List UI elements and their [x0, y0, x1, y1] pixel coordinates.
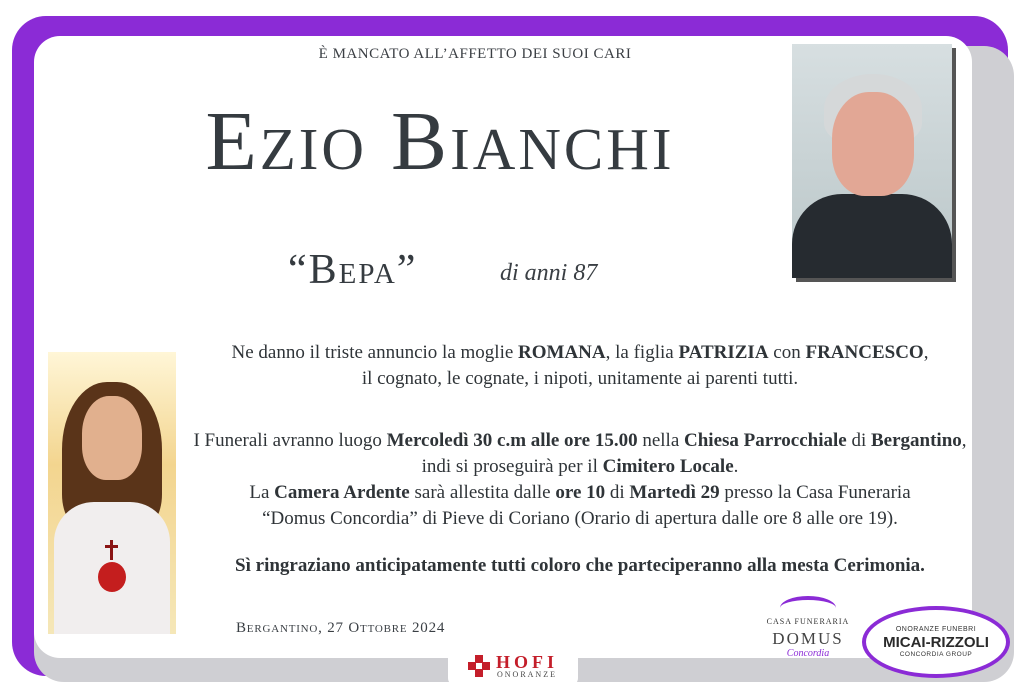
photo-face: [832, 92, 914, 196]
age-text: di anni 87: [500, 260, 598, 286]
wife-name: ROMANA: [518, 342, 606, 363]
relatives-line: il cognato, le cognate, i nipoti, unitamente ai parenti tutti.: [361, 368, 799, 389]
chapel-day: Martedì 29: [629, 482, 720, 503]
hofi-subtitle: ONORANZE: [496, 670, 557, 679]
funeral-text: ,: [961, 430, 967, 451]
hofi-mark-icon: [468, 655, 490, 677]
funeral-home-line: “Domus Concordia” di Pieve di Coriano (Orario di apertura dalle ore 8 alle ore 19).: [262, 508, 898, 529]
photo-shirt: [792, 194, 952, 278]
micai-bottom: CONCORDIA GROUP: [899, 650, 973, 658]
jesus-face: [82, 396, 142, 480]
domus-main: DOMUS: [772, 629, 844, 648]
funeral-text: La: [249, 482, 275, 503]
chapel-time: ore 10: [555, 482, 606, 503]
announcement-text: , la figlia: [605, 342, 679, 363]
funeral-text: I Funerali avranno luogo: [193, 430, 387, 451]
funeral-text: .: [733, 456, 739, 477]
funeral-text: di: [846, 430, 871, 451]
funeral-text: di: [605, 482, 630, 503]
daughter-name: PATRIZIA: [678, 342, 769, 363]
domus-top: CASA FUNERARIA: [766, 617, 850, 626]
funeral-paragraph: [190, 428, 970, 532]
announcement-text: con: [768, 342, 806, 363]
deceased-name: Ezio Bianchi: [205, 95, 675, 188]
announcement-text: Ne danno il triste annuncio la moglie: [231, 342, 519, 363]
funeral-text: presso la Casa Funeraria: [719, 482, 911, 503]
sacred-heart-image: [48, 352, 176, 634]
funeral-text: indi si proseguirà per il: [421, 456, 603, 477]
micai-main: MICAI-RIZZOLI: [883, 633, 989, 651]
funeral-text: sarà allestita dalle: [409, 482, 556, 503]
domus-sub: Concordia: [786, 648, 830, 659]
domus-arc-icon: [780, 596, 836, 620]
church-name: Chiesa Parrocchiale: [684, 430, 847, 451]
cross-icon: [110, 540, 113, 560]
thanks-line: Sì ringraziano anticipatamente tutti coloro che parteciperanno alla mesta Cerimonia.: [235, 555, 925, 576]
chapel-label: Camera Ardente: [274, 482, 410, 503]
micai-rizzoli-logo: [862, 606, 1010, 678]
funeral-datetime: Mercoledì 30 c.m alle ore 15.00: [386, 430, 638, 451]
sacred-heart-icon: [98, 562, 126, 592]
town-name: Bergantino: [871, 430, 962, 451]
place-date: Bergantino, 27 Ottobre 2024: [236, 620, 446, 636]
cemetery-name: Cimitero Locale: [602, 456, 734, 477]
micai-top: ONORANZE FUNEBRI: [895, 625, 977, 633]
hofi-logo: [448, 646, 578, 686]
domus-logo: [760, 600, 856, 659]
hofi-wordmark: HOFI: [495, 652, 558, 672]
funeral-text: nella: [637, 430, 685, 451]
deceased-photo: [792, 44, 952, 278]
announcement-text: ,: [923, 342, 929, 363]
nickname: “Bepa”: [288, 247, 418, 293]
announcement-paragraph: [190, 340, 970, 392]
partner-name: FRANCESCO: [805, 342, 924, 363]
kicker-line: È MANCATO ALL’AFFETTO DEI SUOI CARI: [318, 46, 632, 62]
